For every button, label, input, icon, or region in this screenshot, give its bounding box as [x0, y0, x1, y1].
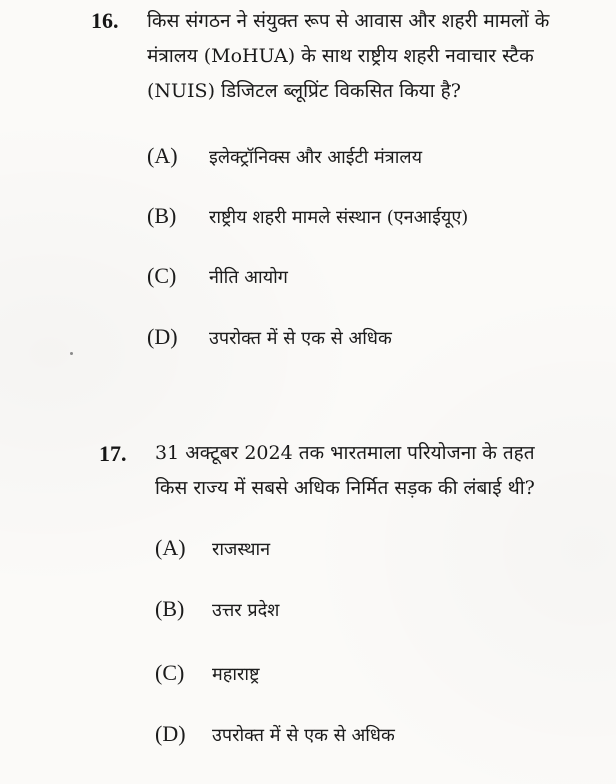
option-text: राष्ट्रीय शहरी मामले संस्थान (एनआईयूए)	[209, 207, 469, 228]
option-text: उत्तर प्रदेश	[212, 600, 280, 621]
paper-speck	[70, 352, 73, 355]
question-17-option-c[interactable]	[155, 660, 260, 686]
question-17-line-1: 31 अक्टूबर 2024 तक भारतमाला परियोजना के तहत	[155, 442, 535, 464]
option-text: उपरोक्त में से एक से अधिक	[212, 725, 395, 746]
option-text: महाराष्ट्र	[212, 664, 260, 685]
option-text: उपरोक्त में से एक से अधिक	[209, 328, 392, 349]
option-label: (B)	[147, 203, 177, 228]
option-label: (D)	[147, 324, 178, 349]
question-17-option-d[interactable]	[155, 721, 395, 747]
question-16-option-a[interactable]	[147, 143, 422, 169]
question-17-number: 17.	[99, 441, 127, 466]
option-label: (A)	[147, 143, 178, 168]
option-label: (C)	[155, 660, 185, 685]
option-label: (B)	[155, 596, 185, 621]
question-16-line-3: (NUIS) डिजिटल ब्लूप्रिंट विकसित किया है?	[147, 80, 461, 102]
question-17-line-2: किस राज्य में सबसे अधिक निर्मित सड़क की लंबाई थी?	[155, 477, 535, 499]
question-16-line-1: किस संगठन ने संयुक्त रूप से आवास और शहरी मामलों के	[147, 10, 550, 32]
question-17-option-a[interactable]	[155, 535, 270, 561]
option-text: इलेक्ट्रॉनिक्स और आईटी मंत्रालय	[209, 147, 423, 168]
option-label: (D)	[155, 721, 186, 746]
question-16-option-d[interactable]	[147, 324, 392, 350]
question-16-option-c[interactable]	[147, 263, 288, 289]
question-16-text	[147, 4, 549, 109]
option-text: नीति आयोग	[209, 267, 288, 288]
question-16-option-b[interactable]	[147, 203, 468, 229]
question-16-number: 16.	[91, 8, 119, 33]
question-17-option-b[interactable]	[155, 596, 279, 622]
question-17-text	[155, 436, 535, 506]
option-text: राजस्थान	[212, 539, 271, 560]
option-label: (C)	[147, 263, 177, 288]
question-16-line-2: मंत्रालय (MoHUA) के साथ राष्ट्रीय शहरी नवाचार स्टैक	[147, 45, 534, 67]
option-label: (A)	[155, 535, 186, 560]
